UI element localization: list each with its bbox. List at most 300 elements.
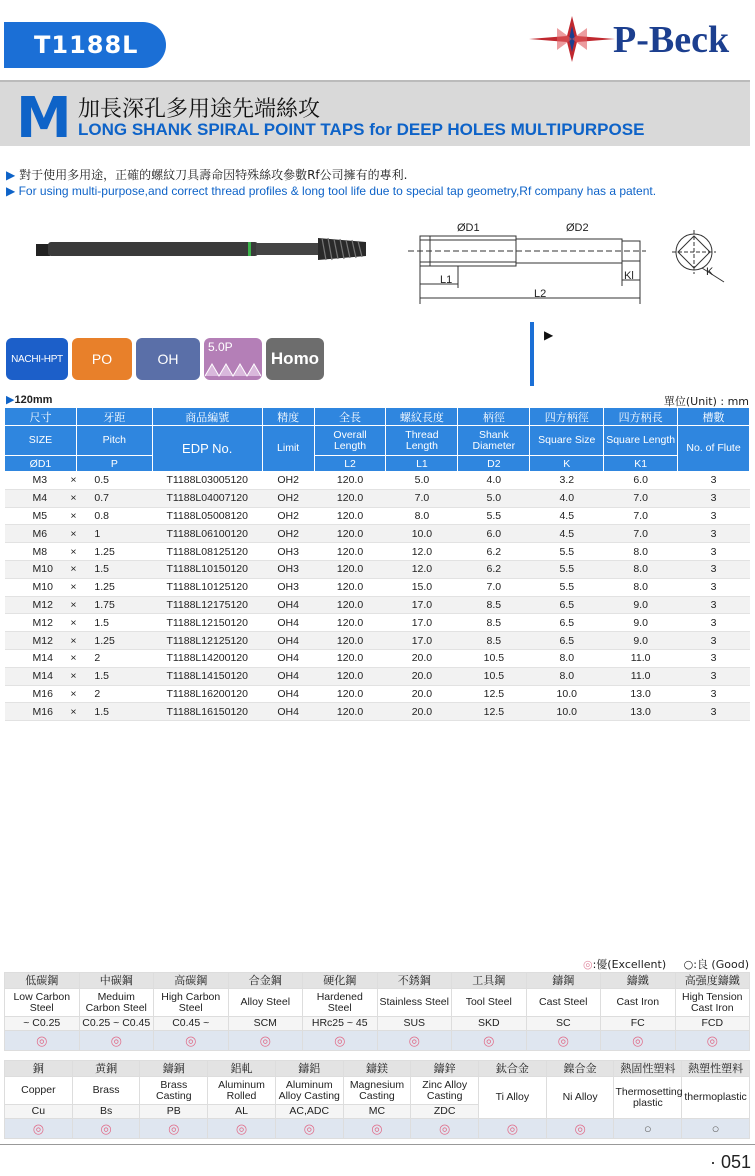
material-zh-cell: 硬化鋼 — [303, 973, 378, 989]
good-label: :良 (Good) — [693, 958, 749, 971]
cell-l1: 20.0 — [386, 649, 458, 667]
category-letter: M — [16, 86, 72, 151]
cell-k: 10.0 — [530, 703, 604, 721]
table-row — [5, 614, 750, 632]
label-l2: L2 — [534, 288, 547, 300]
cell-l1: 10.0 — [386, 525, 458, 543]
cell-edp: T1188L14200120 — [152, 649, 262, 667]
cell-limit: OH2 — [262, 525, 314, 543]
cell-k: 4.0 — [530, 489, 604, 507]
excellent-mark: ◎ — [582, 958, 593, 971]
pitch-value: 1.5 — [94, 616, 110, 629]
material-rating-cell: ◎ — [72, 1119, 140, 1139]
cell-edp: T1188L16200120 — [152, 685, 262, 703]
cell-l2: 120.0 — [314, 632, 386, 650]
times-sign: × — [70, 581, 77, 594]
cell-l1: 15.0 — [386, 578, 458, 596]
times-sign: × — [70, 670, 77, 683]
material-zh-cell: 熱塑性塑料 — [682, 1061, 750, 1077]
coating-oh: OH — [136, 338, 200, 380]
header-shank-zh: 柄徑 — [458, 408, 530, 426]
header-size-zh: 尺寸 — [5, 408, 77, 426]
pitch-value: 1 — [94, 527, 101, 540]
cell-limit: OH3 — [262, 578, 314, 596]
cell-k1: 9.0 — [604, 596, 678, 614]
cell-size: M5 — [5, 507, 77, 525]
material-en-cell: Aluminum Rolled — [208, 1077, 276, 1105]
cell-d2: 10.5 — [458, 667, 530, 685]
times-sign: × — [70, 563, 77, 576]
cell-k: 5.5 — [530, 543, 604, 561]
label-d2: ØD2 — [566, 222, 589, 234]
tap-end-view-drawing — [666, 228, 736, 298]
cell-k1: 9.0 — [604, 614, 678, 632]
material-row-zh — [5, 973, 750, 989]
header-flute-en: No. of Flute — [678, 426, 750, 472]
material-row-rating — [5, 1119, 750, 1139]
material-code-cell: Bs — [72, 1105, 140, 1119]
cell-l1: 7.0 — [386, 489, 458, 507]
material-en-cell: Hardened Steel — [303, 989, 378, 1017]
cell-d2: 6.2 — [458, 543, 530, 561]
coating-5p — [204, 338, 262, 380]
material-rating-cell: ◎ — [452, 1031, 527, 1051]
header-flute-zh: 槽數 — [678, 408, 750, 426]
times-sign: × — [70, 652, 77, 665]
table-row — [5, 472, 750, 490]
cell-flute: 3 — [678, 667, 750, 685]
cell-l2: 120.0 — [314, 489, 386, 507]
cell-size: M6 — [5, 525, 77, 543]
header-limit-zh: 精度 — [262, 408, 314, 426]
header-pitch-en: Pitch — [76, 426, 152, 456]
pitch-value: 1.25 — [94, 634, 115, 647]
cell-k1: 8.0 — [604, 578, 678, 596]
material-zh-cell: 鑄鎂 — [343, 1061, 411, 1077]
material-rating-cell: ◎ — [228, 1031, 303, 1051]
intro-english — [6, 184, 656, 198]
cell-l1: 20.0 — [386, 685, 458, 703]
material-en-cell: Cast Steel — [526, 989, 601, 1017]
cell-l2: 120.0 — [314, 614, 386, 632]
cell-k1: 9.0 — [604, 632, 678, 650]
cell-l2: 120.0 — [314, 578, 386, 596]
header-thread-sym: L1 — [386, 456, 458, 472]
material-zh-cell: 不銹鋼 — [377, 973, 452, 989]
cell-k: 5.5 — [530, 560, 604, 578]
material-rating-cell: ◎ — [208, 1119, 276, 1139]
cell-k1: 11.0 — [604, 667, 678, 685]
cell-size: M12 — [5, 632, 77, 650]
material-zh-cell: 銅 — [5, 1061, 73, 1077]
cell-size: M16 — [5, 703, 77, 721]
material-zh-cell: 低碳鋼 — [5, 973, 80, 989]
material-zh-cell: 中碳鋼 — [79, 973, 154, 989]
material-code-cell: Cu — [5, 1105, 73, 1119]
triangle-icon: ▶ — [6, 184, 16, 198]
material-rating-cell: ◎ — [479, 1119, 547, 1139]
header-overall-en: Overall Length — [314, 426, 386, 456]
cell-d2: 8.5 — [458, 596, 530, 614]
material-rating-cell: ◎ — [79, 1031, 154, 1051]
cell-l2: 120.0 — [314, 685, 386, 703]
header-square-size-sym: K — [530, 456, 604, 472]
cell-flute: 3 — [678, 472, 750, 490]
material-rating-cell: ○ — [614, 1119, 682, 1139]
material-rating-cell: ◎ — [140, 1119, 208, 1139]
intro-chinese-text: 對于使用多用途，正確的螺紋刀具壽命因特殊絲攻參數Rf公司擁有的專利. — [19, 168, 408, 182]
cell-pitch — [70, 614, 152, 632]
cell-k1: 11.0 — [604, 649, 678, 667]
table-row — [5, 649, 750, 667]
cell-flute: 3 — [678, 578, 750, 596]
cell-size: M10 — [5, 560, 77, 578]
cell-k1: 13.0 — [604, 703, 678, 721]
cell-flute: 3 — [678, 543, 750, 561]
cell-l1: 12.0 — [386, 560, 458, 578]
cell-limit: OH3 — [262, 560, 314, 578]
cell-edp: T1188L10150120 — [152, 560, 262, 578]
tap-photo — [36, 232, 366, 266]
table-row — [5, 525, 750, 543]
cell-l2: 120.0 — [314, 649, 386, 667]
table-row — [5, 596, 750, 614]
pitch-value: 1.75 — [94, 598, 115, 611]
material-en-cell: Low Carbon Steel — [5, 989, 80, 1017]
header-edp-en: EDP No. — [152, 426, 262, 472]
material-zh-cell: 鎳合金 — [546, 1061, 614, 1077]
header-shank-sym: D2 — [458, 456, 530, 472]
times-sign: × — [70, 616, 77, 629]
cell-k1: 13.0 — [604, 685, 678, 703]
material-code-cell: SKD — [452, 1017, 527, 1031]
material-row-en — [5, 1077, 750, 1105]
cell-k: 3.2 — [530, 472, 604, 490]
material-rating-cell: ◎ — [154, 1031, 229, 1051]
label-k: K — [706, 266, 714, 278]
material-code-cell: FCD — [675, 1017, 750, 1031]
cell-d2: 6.0 — [458, 525, 530, 543]
table-row — [5, 507, 750, 525]
coating-nachi-hpt: NACHI-HPT — [6, 338, 68, 380]
material-zh-cell: 鑄鐵 — [601, 973, 676, 989]
material-en-cell: Cast Iron — [601, 989, 676, 1017]
material-code-cell: SUS — [377, 1017, 452, 1031]
cell-flute: 3 — [678, 489, 750, 507]
cell-flute: 3 — [678, 560, 750, 578]
cell-limit: OH4 — [262, 614, 314, 632]
cell-d2: 12.5 — [458, 685, 530, 703]
material-en-cell: Tool Steel — [452, 989, 527, 1017]
material-zh-cell: 鈦合金 — [479, 1061, 547, 1077]
material-zh-cell: 工具鋼 — [452, 973, 527, 989]
pitch-value: 0.7 — [94, 492, 110, 505]
cell-flute: 3 — [678, 614, 750, 632]
length-label-text: 120mm — [14, 394, 53, 406]
times-sign: × — [70, 687, 77, 700]
cell-l1: 5.0 — [386, 472, 458, 490]
cell-l1: 17.0 — [386, 596, 458, 614]
cell-pitch — [70, 649, 152, 667]
cell-limit: OH4 — [262, 596, 314, 614]
header-size-sym: ØD1 — [5, 456, 77, 472]
header-edp-zh: 商品編號 — [152, 408, 262, 426]
cell-limit: OH4 — [262, 703, 314, 721]
pitch-value: 1.5 — [94, 705, 110, 718]
cell-edp: T1188L04007120 — [152, 489, 262, 507]
cell-size: M14 — [5, 667, 77, 685]
coating-po: PO — [72, 338, 132, 380]
cell-l2: 120.0 — [314, 560, 386, 578]
table-row — [5, 632, 750, 650]
cell-d2: 10.5 — [458, 649, 530, 667]
cell-limit: OH2 — [262, 489, 314, 507]
cell-l2: 120.0 — [314, 667, 386, 685]
header-square-length-zh: 四方柄長 — [604, 408, 678, 426]
material-code-cell: FC — [601, 1017, 676, 1031]
cell-k: 6.5 — [530, 614, 604, 632]
material-code-cell: C0.25 ~ C0.45 — [79, 1017, 154, 1031]
material-rating-cell: ◎ — [526, 1031, 601, 1051]
material-code-cell: AC,ADC — [275, 1105, 343, 1119]
cell-l1: 17.0 — [386, 614, 458, 632]
pitch-value: 2 — [94, 687, 101, 700]
cell-d2: 8.5 — [458, 614, 530, 632]
cell-k: 6.5 — [530, 596, 604, 614]
material-zh-cell: 鑄鋅 — [411, 1061, 479, 1077]
cell-l2: 120.0 — [314, 543, 386, 561]
material-zh-cell: 鑄鋁 — [275, 1061, 343, 1077]
pitch-value: 0.8 — [94, 509, 110, 522]
material-zh-cell: 鑄銅 — [140, 1061, 208, 1077]
material-en-cell: thermoplastic — [682, 1077, 750, 1119]
cell-pitch — [70, 578, 152, 596]
pitch-value: 1.25 — [94, 581, 115, 594]
brand-name: P-Beck — [613, 19, 730, 61]
pitch-value: 1.5 — [94, 563, 110, 576]
triangle-icon: ▶ — [6, 394, 15, 406]
table-row — [5, 543, 750, 561]
material-rating-cell: ◎ — [5, 1031, 80, 1051]
page-number: · 051 — [709, 1152, 751, 1172]
material-en-cell: High Carbon Steel — [154, 989, 229, 1017]
material-rating-cell: ◎ — [275, 1119, 343, 1139]
cell-edp: T1188L16150120 — [152, 703, 262, 721]
unit-label: 單位(Unit) : mm — [663, 395, 749, 408]
cell-k: 5.5 — [530, 578, 604, 596]
cell-limit: OH3 — [262, 543, 314, 561]
material-en-cell: Meduim Carbon Steel — [79, 989, 154, 1017]
material-zh-cell: 黄銅 — [72, 1061, 140, 1077]
cell-pitch — [70, 685, 152, 703]
triangle-icon: ▶ — [544, 328, 554, 342]
material-en-cell: Brass Casting — [140, 1077, 208, 1105]
table-row — [5, 685, 750, 703]
material-en-cell: Thermosetting plastic — [614, 1077, 682, 1119]
cell-d2: 4.0 — [458, 472, 530, 490]
material-en-cell: Ti Alloy — [479, 1077, 547, 1119]
cell-edp: T1188L12125120 — [152, 632, 262, 650]
material-zh-cell: 合金鋼 — [228, 973, 303, 989]
header-pitch-sym: P — [76, 456, 152, 472]
cell-size: M12 — [5, 614, 77, 632]
cell-size: M14 — [5, 649, 77, 667]
cell-limit: OH4 — [262, 685, 314, 703]
cell-pitch — [70, 489, 152, 507]
cell-l1: 17.0 — [386, 632, 458, 650]
material-en-cell: High Tension Cast Iron — [675, 989, 750, 1017]
cell-l1: 12.0 — [386, 543, 458, 561]
header-pitch-zh: 牙距 — [76, 408, 152, 426]
table-row — [5, 489, 750, 507]
cell-k: 8.0 — [530, 667, 604, 685]
length-label — [6, 393, 52, 406]
times-sign: × — [70, 634, 77, 647]
triangle-icon: ▶ — [6, 168, 16, 182]
page-rule — [0, 1144, 755, 1145]
material-en-cell: Alloy Steel — [228, 989, 303, 1017]
cell-size: M8 — [5, 543, 77, 561]
cell-flute: 3 — [678, 525, 750, 543]
table-row — [5, 703, 750, 721]
cell-edp: T1188L12175120 — [152, 596, 262, 614]
pitch-value: 1.5 — [94, 670, 110, 683]
excellent-label: :優(Excellent) — [592, 958, 667, 971]
pitch-value: 1.25 — [94, 545, 115, 558]
material-en-cell: Stainless Steel — [377, 989, 452, 1017]
cell-pitch — [70, 507, 152, 525]
cell-pitch — [70, 596, 152, 614]
cell-k: 8.0 — [530, 649, 604, 667]
material-rating-cell: ◎ — [546, 1119, 614, 1139]
material-row-rating — [5, 1031, 750, 1051]
header-square-length-sym: K1 — [604, 456, 678, 472]
title-chinese: 加長深孔多用途先端絲攻 — [78, 97, 321, 122]
cell-size: M3 — [5, 472, 77, 490]
cell-pitch — [70, 560, 152, 578]
material-rating-cell: ◎ — [5, 1119, 73, 1139]
spec-table — [4, 407, 750, 721]
cell-pitch — [70, 525, 152, 543]
cell-edp: T1188L08125120 — [152, 543, 262, 561]
cell-pitch — [70, 703, 152, 721]
cell-k: 4.5 — [530, 525, 604, 543]
cell-pitch — [70, 667, 152, 685]
times-sign: × — [70, 527, 77, 540]
material-rating-cell: ○ — [682, 1119, 750, 1139]
header-shank-en: Shank Diameter — [458, 426, 530, 456]
title-band — [0, 80, 750, 151]
cell-pitch — [70, 472, 152, 490]
cell-flute: 3 — [678, 632, 750, 650]
label-l1: L1 — [440, 274, 453, 286]
material-zh-cell: 鑄鋼 — [526, 973, 601, 989]
material-rating-cell: ◎ — [343, 1119, 411, 1139]
cell-l2: 120.0 — [314, 596, 386, 614]
times-sign: × — [70, 545, 77, 558]
times-sign: × — [70, 492, 77, 505]
cell-k1: 7.0 — [604, 525, 678, 543]
material-code-cell: PB — [140, 1105, 208, 1119]
accent-bar — [530, 322, 534, 386]
thread-profile-icon — [205, 356, 261, 378]
cell-l1: 8.0 — [386, 507, 458, 525]
brand-logo — [527, 14, 747, 64]
material-code-cell: SCM — [228, 1017, 303, 1031]
cell-size: M4 — [5, 489, 77, 507]
cell-limit: OH2 — [262, 472, 314, 490]
cell-edp: T1188L03005120 — [152, 472, 262, 490]
cell-l2: 120.0 — [314, 525, 386, 543]
material-code-cell: ~ C0.25 — [5, 1017, 80, 1031]
cell-k1: 7.0 — [604, 507, 678, 525]
material-en-cell: Copper — [5, 1077, 73, 1105]
header-thread-en: Thread Length — [386, 426, 458, 456]
good-mark: ○ — [683, 958, 694, 971]
material-zh-cell: 熱固性塑料 — [614, 1061, 682, 1077]
material-code-cell: AL — [208, 1105, 276, 1119]
material-en-cell: Brass — [72, 1077, 140, 1105]
header-square-length-en: Square Length — [604, 426, 678, 456]
cell-l2: 120.0 — [314, 472, 386, 490]
product-code-badge: T1188L — [4, 22, 166, 68]
cell-k1: 7.0 — [604, 489, 678, 507]
label-d1: ØD1 — [457, 222, 480, 234]
table-row — [5, 667, 750, 685]
rating-legend — [583, 956, 749, 972]
table-row — [5, 578, 750, 596]
header-overall-sym: L2 — [314, 456, 386, 472]
coating-5p-label: 5.0P — [208, 340, 233, 354]
cell-size: M10 — [5, 578, 77, 596]
cell-flute: 3 — [678, 507, 750, 525]
cell-k: 4.5 — [530, 507, 604, 525]
materials-table-1 — [4, 972, 750, 1051]
cell-pitch — [70, 543, 152, 561]
cell-flute: 3 — [678, 649, 750, 667]
cell-pitch — [70, 632, 152, 650]
cell-d2: 6.2 — [458, 560, 530, 578]
intro-english-text: For using multi-purpose,and correct thread profiles & long tool life due to special tap geometry,Rf company has a patent. — [18, 184, 657, 198]
title-english: LONG SHANK SPIRAL POINT TAPS for DEEP HOLES MULTIPURPOSE — [78, 120, 645, 139]
cell-edp: T1188L05008120 — [152, 507, 262, 525]
cell-limit: OH2 — [262, 507, 314, 525]
table-row — [5, 560, 750, 578]
material-rating-cell: ◎ — [377, 1031, 452, 1051]
material-en-cell: Magnesium Casting — [343, 1077, 411, 1105]
material-en-cell: Zinc Alloy Casting — [411, 1077, 479, 1105]
cell-limit: OH4 — [262, 649, 314, 667]
cell-flute: 3 — [678, 703, 750, 721]
header-overall-zh: 全長 — [314, 408, 386, 426]
times-sign: × — [70, 474, 77, 487]
cell-size: M12 — [5, 596, 77, 614]
cell-k1: 6.0 — [604, 472, 678, 490]
cell-l1: 20.0 — [386, 667, 458, 685]
material-zh-cell: 鋁軋 — [208, 1061, 276, 1077]
cell-edp: T1188L10125120 — [152, 578, 262, 596]
material-code-cell: HRc25 ~ 45 — [303, 1017, 378, 1031]
label-kl: Kl — [624, 270, 634, 282]
material-en-cell: Ni Alloy — [546, 1077, 614, 1119]
cell-k: 10.0 — [530, 685, 604, 703]
tap-dimension-drawing — [400, 218, 650, 308]
material-row-zh — [5, 1061, 750, 1077]
coating-homo: Homo — [266, 338, 324, 380]
cell-limit: OH4 — [262, 632, 314, 650]
material-code-cell: ZDC — [411, 1105, 479, 1119]
material-rating-cell: ◎ — [675, 1031, 750, 1051]
